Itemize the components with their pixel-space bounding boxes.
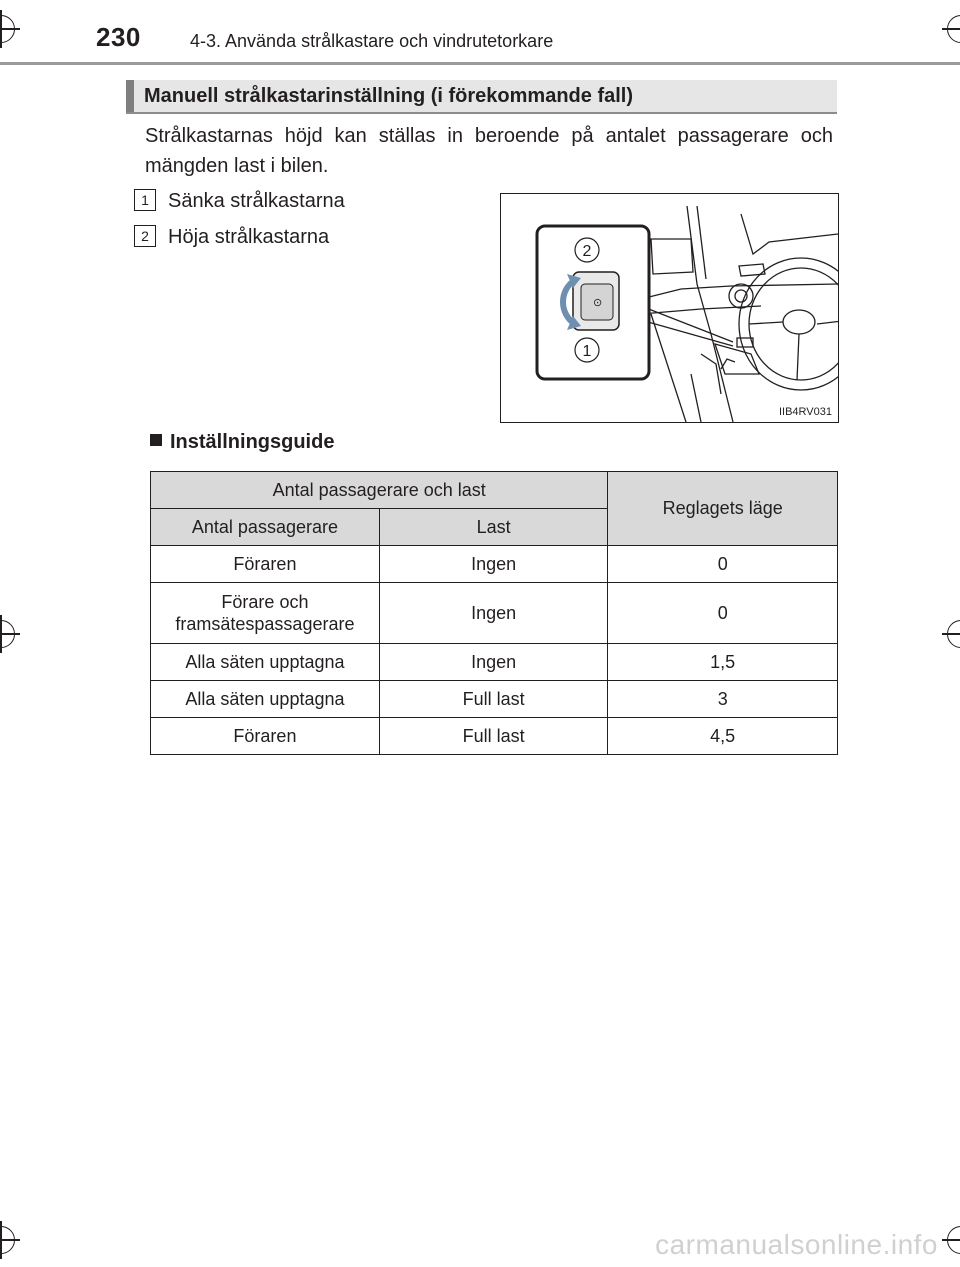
header-divider <box>0 62 960 65</box>
table-row <box>151 583 838 644</box>
square-bullet-icon <box>150 434 162 446</box>
table-cell: 0 <box>608 546 838 583</box>
registration-mark-icon <box>947 15 960 43</box>
item-number: 1 <box>134 189 156 211</box>
watermark: carmanualsonline.info <box>655 1229 938 1260</box>
table-cell: Förare och framsätespassagerare <box>151 583 380 644</box>
table-cell: 1,5 <box>608 644 838 681</box>
dashboard-drawing <box>501 194 838 422</box>
dashboard-illustration <box>500 193 839 423</box>
registration-mark-icon <box>0 620 15 648</box>
subheading <box>150 431 334 454</box>
intro-paragraph: Strålkastarnas höjd kan ställas in beroende på antalet passagerare och mängden last i bilen. <box>145 125 833 177</box>
table-row <box>151 718 838 755</box>
table-cell: Full last <box>379 681 608 718</box>
table-cell: Alla säten upptagna <box>151 644 380 681</box>
figure-code: IIB4RV031 <box>778 406 832 418</box>
section-title-bar <box>126 80 134 112</box>
table-cell: Full last <box>379 718 608 755</box>
callout-1: 1 <box>582 343 592 360</box>
table-row <box>151 681 838 718</box>
list-item <box>134 189 345 213</box>
chapter-title: 4-3. Använda strålkastare och vindrutetorkare <box>190 31 554 51</box>
table-cell: Ingen <box>379 546 608 583</box>
registration-mark-icon <box>947 620 960 648</box>
table-cell: Föraren <box>151 546 380 583</box>
table-cell: 4,5 <box>608 718 838 755</box>
table-header-row <box>151 472 838 509</box>
registration-mark-icon <box>0 15 15 43</box>
registration-mark-icon <box>947 1226 960 1254</box>
svg-text:⊙: ⊙ <box>593 297 603 309</box>
callout-2: 2 <box>582 243 592 260</box>
table-row <box>151 546 838 583</box>
item-text: Höja strålkastarna <box>168 226 330 248</box>
group-header: Antal passagerare och last <box>151 472 608 509</box>
table-cell: Ingen <box>379 583 608 644</box>
table-cell: Föraren <box>151 718 380 755</box>
table-cell: Ingen <box>379 644 608 681</box>
registration-mark-icon <box>0 1226 15 1254</box>
load-header: Last <box>379 509 608 546</box>
section-title: Manuell strålkastarinställning (i förekommande fall) <box>144 85 634 107</box>
section-title-box <box>126 80 837 114</box>
table-cell: 3 <box>608 681 838 718</box>
item-text: Sänka strålkastarna <box>168 190 345 212</box>
position-header: Reglagets läge <box>608 472 838 546</box>
settings-table <box>150 471 838 755</box>
table-cell: Alla säten upptagna <box>151 681 380 718</box>
table-cell: 0 <box>608 583 838 644</box>
list-item <box>134 225 329 249</box>
item-number: 2 <box>134 225 156 247</box>
passengers-header: Antal passagerare <box>151 509 380 546</box>
page-number: 230 <box>96 22 141 52</box>
subheading-text: Inställningsguide <box>170 431 335 453</box>
table-row <box>151 644 838 681</box>
